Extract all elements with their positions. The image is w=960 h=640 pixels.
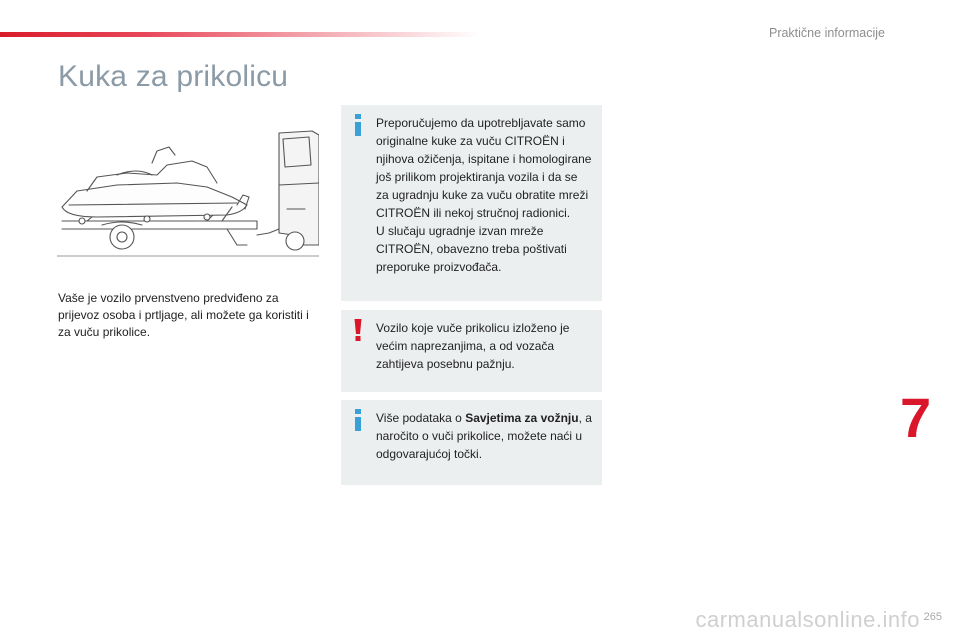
info-icon <box>351 409 365 431</box>
info-note-driving-advice <box>341 400 602 485</box>
warning-note-text: Vozilo koje vuče prikolicu izloženo je većim naprezanjima, a od vozača zahtijeva posebnu pažnju. <box>376 321 570 371</box>
note-text-after: , a naročito o vuči prikolice, možete naći u odgovarajućoj točki. <box>376 411 592 461</box>
note-text-before: Više podataka o <box>376 411 466 425</box>
section-header: Praktične informacije <box>768 26 885 40</box>
chapter-number: 7 <box>900 386 932 449</box>
warning-note-towing <box>341 310 602 392</box>
info-icon <box>351 114 365 136</box>
info-note-text-2 <box>376 409 592 463</box>
info-note-original-hitch <box>341 105 602 301</box>
info-note-text <box>376 114 592 276</box>
driving-advice-link-text: Savjetima za vožnju <box>465 411 579 425</box>
page-number: 265 <box>923 611 942 623</box>
info-note-paragraph-1: Preporučujemo da upotrebljavate samo originalne kuke za vuču CITROËN i njihova ožičenja, ispitane i homologirane još prilikom projektiranja vozila i da se za ugradnju kuke za vuču obratite mreži CITROËN ili nekoj stručnoj radionici. <box>376 116 592 220</box>
intro-paragraph: Vaše je vozilo prvenstveno predviđeno za prijevoz osoba i prtljage, ali možete ga koristiti i za vuču prikolice. <box>58 291 309 339</box>
page-title: Kuka za prikolicu <box>58 60 289 93</box>
info-note-paragraph-2: U slučaju ugradnje izvan mreže CITROËN, obavezno treba poštivati preporuke proizvođača. <box>376 224 567 274</box>
trailer-jetski-illustration <box>57 125 319 260</box>
exclamation-icon <box>351 319 365 341</box>
top-accent-bar <box>0 32 480 37</box>
watermark: carmanualsonline.info <box>695 607 920 632</box>
